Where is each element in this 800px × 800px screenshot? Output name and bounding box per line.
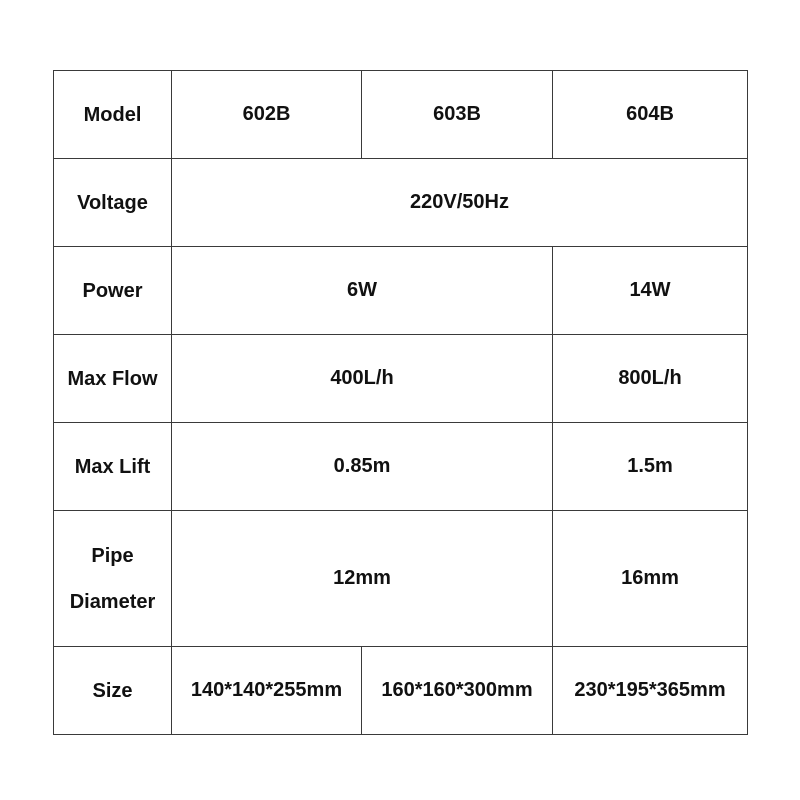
cell-max-flow-604b: 800L/h [553, 335, 748, 423]
row-label-voltage: Voltage [54, 159, 172, 247]
table-row-model [54, 71, 748, 159]
cell-pipe-diameter-602b-603b: 12mm [172, 511, 553, 647]
cell-power-602b-603b: 6W [172, 247, 553, 335]
cell-power-604b: 14W [553, 247, 748, 335]
table-row-power [54, 247, 748, 335]
table-row-size [54, 647, 748, 735]
row-label-pipe-diameter [54, 511, 172, 647]
cell-size-604b: 230*195*365mm [553, 647, 748, 735]
cell-voltage-all: 220V/50Hz [172, 159, 748, 247]
row-label-size: Size [54, 647, 172, 735]
row-label-model: Model [54, 71, 172, 159]
table-row-max-lift [54, 423, 748, 511]
cell-max-lift-602b-603b: 0.85m [172, 423, 553, 511]
cell-size-603b: 160*160*300mm [362, 647, 553, 735]
cell-max-lift-604b: 1.5m [553, 423, 748, 511]
cell-max-flow-602b-603b: 400L/h [172, 335, 553, 423]
table-row-pipe-diameter [54, 511, 748, 647]
row-label-max-lift: Max Lift [54, 423, 172, 511]
table-row-max-flow [54, 335, 748, 423]
cell-pipe-diameter-604b: 16mm [553, 511, 748, 647]
cell-model-602b: 602B [172, 71, 362, 159]
spec-table [53, 70, 748, 735]
table-row-voltage [54, 159, 748, 247]
row-label-pipe-line1: Pipe [91, 544, 134, 567]
cell-size-602b: 140*140*255mm [172, 647, 362, 735]
row-label-max-flow: Max Flow [54, 335, 172, 423]
cell-model-604b: 604B [553, 71, 748, 159]
row-label-power: Power [54, 247, 172, 335]
cell-model-603b: 603B [362, 71, 553, 159]
row-label-pipe-line2: Diameter [69, 590, 156, 613]
